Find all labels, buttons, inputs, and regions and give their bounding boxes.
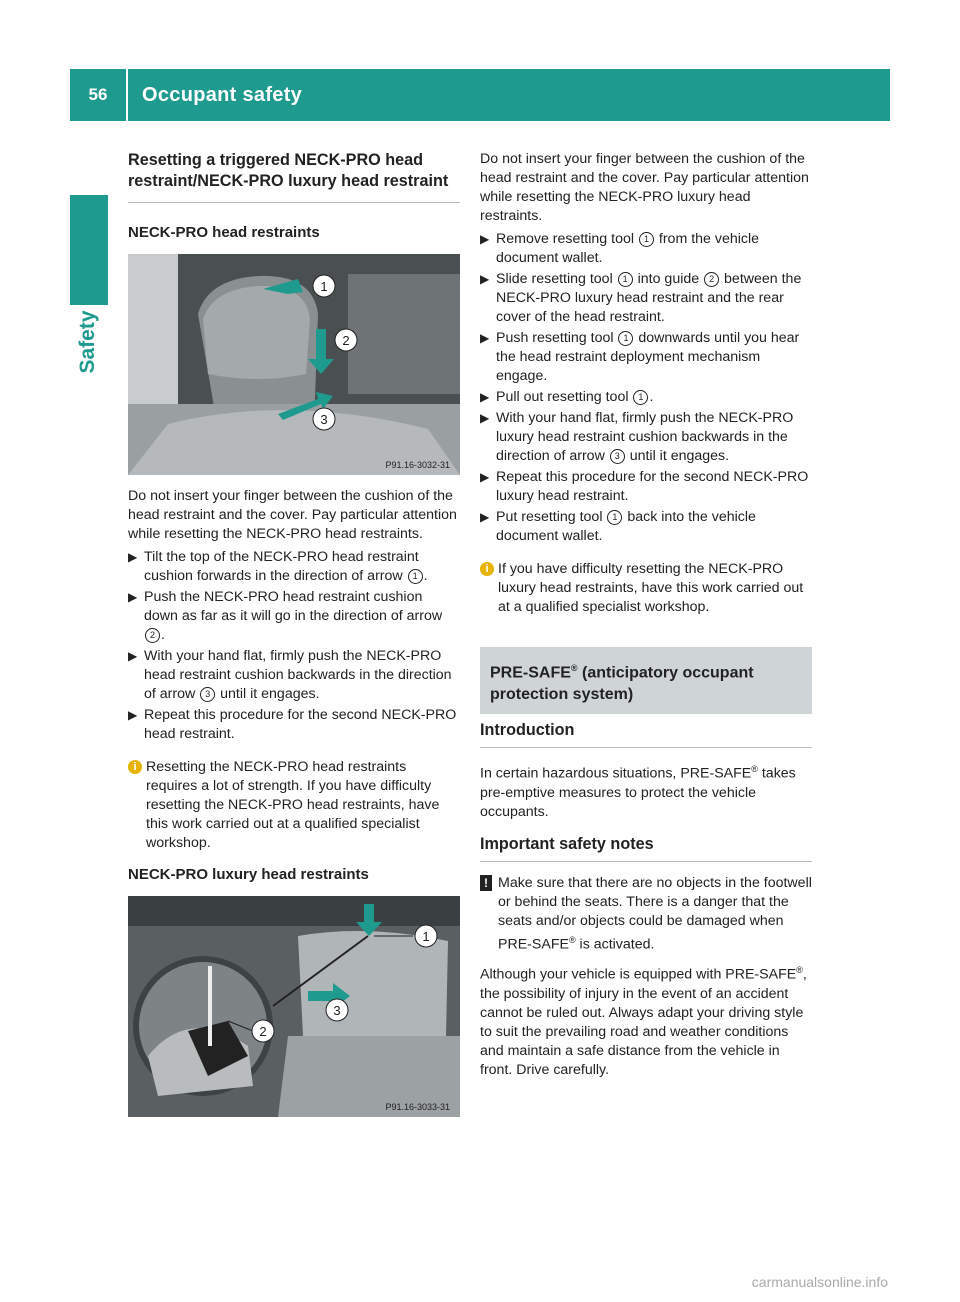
figure-neck-pro-luxury-head-restraint: [128, 896, 460, 1117]
paragraph-caution: Do not insert your finger between the cushion of the head restraint and the cover. Pay particular attention while resetting the NECK-PRO head restraints.: [128, 488, 457, 542]
safety-paragraph: Although your vehicle is equipped with PRE-SAFE®, the possibility of injury in the event of an accident cannot be ruled out. Always adapt your driving style to suit the prevailing road and weather conditions and maintain a safe distance from the vehicle in front. Drive carefully.: [480, 964, 807, 1078]
step-arrow-icon: ▶: [480, 390, 490, 404]
warning-icon: !: [480, 875, 492, 891]
callout-2-label: 2: [342, 333, 350, 348]
introduction-paragraph: In certain hazardous situations, PRE-SAFE® takes pre-emptive measures to protect the vehicle occupants.: [480, 764, 796, 821]
callout-ref: 1: [607, 510, 622, 525]
presafe-title: PRE-SAFE® (anticipatory occupant protection system): [490, 663, 754, 704]
step-item: ▶ Push the NECK-PRO head restraint cushion down as far as it will go in the direction of arrow 2 .: [128, 589, 443, 643]
introduction-heading: Introduction: [480, 720, 812, 748]
callout-1-label: 1: [320, 279, 328, 294]
step-item: ▶ Put resetting tool 1 back into the vehicle document wallet.: [480, 509, 756, 544]
step-arrow-icon: ▶: [480, 331, 490, 345]
warning-note: ! Make sure that there are no objects in the footwell or behind the seats. There is a danger that the seats and/or objects could be damaged when PRE-SAFE® is activated.: [480, 874, 812, 955]
step-item: ▶ Pull out resetting tool 1 .: [480, 389, 654, 405]
step-item: ▶ Repeat this procedure for the second NECK-PRO head restraint.: [128, 707, 457, 742]
subheading-neck-pro: NECK-PRO head restraints: [128, 224, 320, 241]
section-heading-resetting: Resetting a triggered NECK-PRO head restraint/NECK-PRO luxury head restraint: [128, 150, 460, 203]
paragraph-caution-luxury: Do not insert your finger between the cushion of the head restraint and the cover. Pay particular attention while resetting the NECK-PRO luxury head restraints.: [480, 151, 809, 224]
important-safety-notes-heading: Important safety notes: [480, 834, 812, 862]
watermark-text: carmanualsonline.info: [751, 1274, 888, 1290]
callout-ref: 1: [618, 331, 633, 346]
step-arrow-icon: ▶: [480, 470, 490, 484]
step-item: ▶ Repeat this procedure for the second NECK-PRO luxury head restraint.: [480, 469, 809, 504]
chapter-title: Occupant safety: [142, 83, 303, 106]
step-item: ▶ Slide resetting tool 1 into guide 2 between the NECK-PRO luxury head restraint and the rear cover of the head restraint.: [480, 271, 802, 325]
step-arrow-icon: ▶: [128, 649, 138, 663]
info-note: i Resetting the NECK-PRO head restraints requires a lot of strength. If you have difficulty resetting the NECK-PRO head restraints, have this work carried out at a qualified specialist workshop.: [128, 758, 460, 853]
step-arrow-icon: ▶: [480, 411, 490, 425]
callout-2-label: 2: [259, 1024, 267, 1039]
callout-ref: 1: [618, 272, 633, 287]
side-tab-block: [70, 195, 108, 305]
info-icon: i: [480, 562, 494, 576]
step-arrow-icon: ▶: [128, 708, 138, 722]
subheading-neck-pro-luxury: NECK-PRO luxury head restraints: [128, 866, 369, 883]
callout-ref: 1: [633, 390, 648, 405]
side-tab-label: Safety: [76, 310, 99, 374]
steps-list-neck-pro-luxury: [480, 230, 812, 546]
step-item: ▶ Push resetting tool 1 downwards until you hear the head restraint deployment mechanism engage.: [480, 330, 800, 384]
figure-neck-pro-head-restraint: [128, 254, 460, 475]
callout-3-label: 3: [333, 1003, 341, 1018]
callout-1-label: 1: [422, 929, 430, 944]
steps-list-neck-pro: [128, 548, 460, 744]
step-item: ▶ Tilt the top of the NECK-PRO head restraint cushion forwards in the direction of arrow 1 .: [128, 549, 428, 584]
callout-ref: 1: [639, 232, 654, 247]
info-note-luxury: i If you have difficulty resetting the NECK-PRO luxury head restraints, have this work carried out at a qualified specialist workshop.: [480, 560, 812, 617]
step-arrow-icon: ▶: [128, 550, 138, 564]
step-arrow-icon: ▶: [480, 510, 490, 524]
callout-3-label: 3: [320, 412, 328, 427]
right-column: [480, 150, 812, 1080]
figure-code: P91.16-3033-31: [385, 1102, 450, 1112]
callout-ref: 2: [704, 272, 719, 287]
callout-ref: 2: [145, 628, 160, 643]
figure-code: P91.16-3032-31: [385, 460, 450, 470]
step-item: ▶ With your hand flat, firmly push the NECK-PRO luxury head restraint cushion backwards in the direction of arrow 3 until it engages.: [480, 410, 794, 464]
step-item: ▶ Remove resetting tool 1 from the vehicle document wallet.: [480, 231, 760, 266]
info-icon: i: [128, 760, 142, 774]
step-arrow-icon: ▶: [480, 232, 490, 246]
step-arrow-icon: ▶: [480, 272, 490, 286]
header-divider: [126, 69, 128, 121]
page-header: [70, 69, 890, 121]
callout-ref: 3: [200, 687, 215, 702]
callout-ref: 1: [408, 569, 423, 584]
step-arrow-icon: ▶: [128, 590, 138, 604]
left-column: [128, 150, 460, 1117]
step-item: ▶ With your hand flat, firmly push the NECK-PRO head restraint cushion backwards in the direction of arrow 3 until it engages.: [128, 648, 452, 702]
callout-ref: 3: [610, 449, 625, 464]
presafe-section-banner: [480, 647, 812, 714]
page-number: 56: [88, 85, 108, 104]
